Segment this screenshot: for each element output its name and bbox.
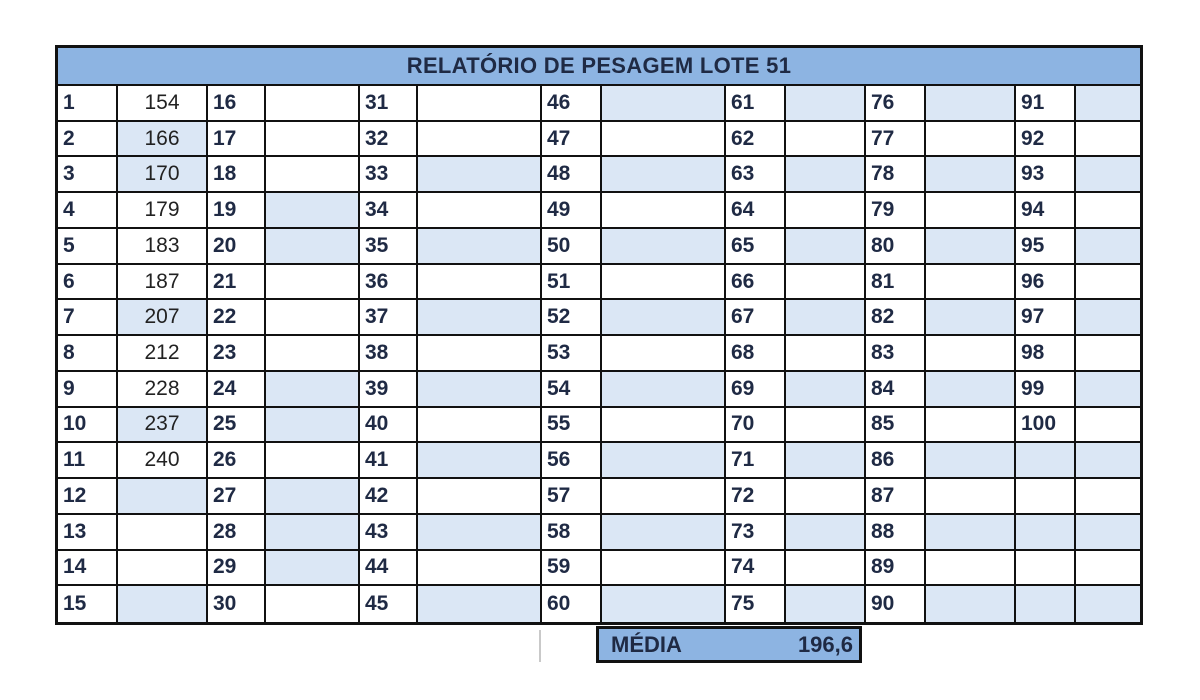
weight-value-cell xyxy=(418,443,542,479)
weight-value-cell: 166 xyxy=(118,122,208,158)
item-number-cell: 36 xyxy=(360,265,418,301)
weight-value-cell xyxy=(118,479,208,515)
weight-value-cell xyxy=(418,336,542,372)
weight-value-cell xyxy=(602,300,726,336)
weight-value-cell xyxy=(1076,336,1140,372)
weight-value-cell xyxy=(926,443,1016,479)
item-number-cell xyxy=(1016,515,1076,551)
item-number-cell: 13 xyxy=(58,515,118,551)
item-number-cell xyxy=(1016,443,1076,479)
weight-value-cell xyxy=(786,551,866,587)
weight-value-cell xyxy=(418,265,542,301)
average-value: 196,6 xyxy=(797,631,853,657)
item-number-cell: 84 xyxy=(866,372,926,408)
item-number-cell: 56 xyxy=(542,443,602,479)
table-row xyxy=(58,408,1140,444)
weight-value-cell xyxy=(926,193,1016,229)
weight-value-cell xyxy=(1076,229,1140,265)
weight-value-cell xyxy=(926,157,1016,193)
weight-value-cell xyxy=(418,479,542,515)
item-number-cell: 5 xyxy=(58,229,118,265)
weight-value-cell xyxy=(786,229,866,265)
item-number-cell: 98 xyxy=(1016,336,1076,372)
item-number-cell: 64 xyxy=(726,193,786,229)
table-row xyxy=(58,443,1140,479)
weight-value-cell xyxy=(266,265,360,301)
item-number-cell: 15 xyxy=(58,586,118,622)
weight-value-cell xyxy=(418,515,542,551)
weight-value-cell: 240 xyxy=(118,443,208,479)
weight-value-cell xyxy=(602,122,726,158)
item-number-cell: 89 xyxy=(866,551,926,587)
item-number-cell: 11 xyxy=(58,443,118,479)
weight-value-cell xyxy=(266,300,360,336)
table-row xyxy=(58,515,1140,551)
item-number-cell: 50 xyxy=(542,229,602,265)
weight-value-cell xyxy=(1076,479,1140,515)
item-number-cell: 60 xyxy=(542,586,602,622)
weight-value-cell xyxy=(926,372,1016,408)
item-number-cell: 95 xyxy=(1016,229,1076,265)
table-row xyxy=(58,336,1140,372)
weight-value-cell xyxy=(418,193,542,229)
item-number-cell: 81 xyxy=(866,265,926,301)
weight-value-cell xyxy=(602,551,726,587)
weight-value-cell xyxy=(602,515,726,551)
item-number-cell: 88 xyxy=(866,515,926,551)
weight-value-cell xyxy=(418,157,542,193)
average-box xyxy=(596,626,862,663)
item-number-cell: 75 xyxy=(726,586,786,622)
weight-value-cell xyxy=(418,86,542,122)
table-row xyxy=(58,229,1140,265)
weight-value-cell xyxy=(418,586,542,622)
item-number-cell: 4 xyxy=(58,193,118,229)
item-number-cell: 10 xyxy=(58,408,118,444)
weight-value-cell xyxy=(602,157,726,193)
weight-value-cell xyxy=(926,300,1016,336)
item-number-cell: 68 xyxy=(726,336,786,372)
item-number-cell xyxy=(1016,551,1076,587)
item-number-cell: 21 xyxy=(208,265,266,301)
weight-value-cell xyxy=(926,229,1016,265)
weight-value-cell: 212 xyxy=(118,336,208,372)
weight-value-cell xyxy=(602,443,726,479)
item-number-cell: 58 xyxy=(542,515,602,551)
weight-value-cell xyxy=(418,372,542,408)
item-number-cell: 92 xyxy=(1016,122,1076,158)
item-number-cell: 72 xyxy=(726,479,786,515)
item-number-cell: 45 xyxy=(360,586,418,622)
item-number-cell: 51 xyxy=(542,265,602,301)
item-number-cell: 44 xyxy=(360,551,418,587)
item-number-cell: 12 xyxy=(58,479,118,515)
item-number-cell: 70 xyxy=(726,408,786,444)
item-number-cell: 85 xyxy=(866,408,926,444)
weight-value-cell xyxy=(266,122,360,158)
weight-value-cell xyxy=(786,443,866,479)
item-number-cell: 91 xyxy=(1016,86,1076,122)
item-number-cell: 48 xyxy=(542,157,602,193)
weight-value-cell xyxy=(118,586,208,622)
weight-value-cell xyxy=(926,586,1016,622)
weight-value-cell xyxy=(1076,265,1140,301)
weight-value-cell xyxy=(602,336,726,372)
item-number-cell: 74 xyxy=(726,551,786,587)
item-number-cell: 55 xyxy=(542,408,602,444)
item-number-cell: 78 xyxy=(866,157,926,193)
item-number-cell: 52 xyxy=(542,300,602,336)
weight-value-cell xyxy=(786,336,866,372)
weight-value-cell xyxy=(1076,193,1140,229)
weight-value-cell xyxy=(602,86,726,122)
weight-value-cell xyxy=(926,265,1016,301)
weight-value-cell xyxy=(786,408,866,444)
item-number-cell: 33 xyxy=(360,157,418,193)
item-number-cell: 76 xyxy=(866,86,926,122)
item-number-cell: 62 xyxy=(726,122,786,158)
weight-value-cell xyxy=(786,86,866,122)
item-number-cell: 61 xyxy=(726,86,786,122)
weight-value-cell xyxy=(266,336,360,372)
item-number-cell: 37 xyxy=(360,300,418,336)
weight-value-cell xyxy=(418,408,542,444)
weight-value-cell xyxy=(118,551,208,587)
item-number-cell: 82 xyxy=(866,300,926,336)
weight-value-cell xyxy=(786,157,866,193)
item-number-cell: 73 xyxy=(726,515,786,551)
weight-value-cell xyxy=(418,229,542,265)
weight-value-cell xyxy=(266,443,360,479)
item-number-cell: 8 xyxy=(58,336,118,372)
item-number-cell: 35 xyxy=(360,229,418,265)
item-number-cell: 20 xyxy=(208,229,266,265)
weight-value-cell xyxy=(1076,122,1140,158)
item-number-cell: 83 xyxy=(866,336,926,372)
weight-value-cell xyxy=(786,372,866,408)
item-number-cell: 46 xyxy=(542,86,602,122)
item-number-cell: 29 xyxy=(208,551,266,587)
item-number-cell: 97 xyxy=(1016,300,1076,336)
weight-value-cell xyxy=(266,479,360,515)
weight-value-cell xyxy=(1076,157,1140,193)
item-number-cell: 3 xyxy=(58,157,118,193)
table-row xyxy=(58,372,1140,408)
weight-value-cell xyxy=(1076,443,1140,479)
weight-value-cell xyxy=(786,515,866,551)
item-number-cell: 40 xyxy=(360,408,418,444)
item-number-cell: 43 xyxy=(360,515,418,551)
weight-value-cell: 187 xyxy=(118,265,208,301)
weight-value-cell xyxy=(266,372,360,408)
weight-value-cell xyxy=(602,372,726,408)
weight-value-cell xyxy=(926,479,1016,515)
weight-value-cell xyxy=(266,193,360,229)
item-number-cell: 30 xyxy=(208,586,266,622)
weight-value-cell xyxy=(786,193,866,229)
item-number-cell: 90 xyxy=(866,586,926,622)
table-row xyxy=(58,586,1140,622)
item-number-cell: 24 xyxy=(208,372,266,408)
item-number-cell: 38 xyxy=(360,336,418,372)
weight-value-cell xyxy=(786,479,866,515)
item-number-cell: 87 xyxy=(866,479,926,515)
weight-value-cell xyxy=(926,336,1016,372)
item-number-cell: 16 xyxy=(208,86,266,122)
weight-value-cell: 183 xyxy=(118,229,208,265)
item-number-cell: 17 xyxy=(208,122,266,158)
item-number-cell: 31 xyxy=(360,86,418,122)
weight-value-cell xyxy=(266,515,360,551)
item-number-cell: 66 xyxy=(726,265,786,301)
item-number-cell: 96 xyxy=(1016,265,1076,301)
item-number-cell: 28 xyxy=(208,515,266,551)
item-number-cell: 27 xyxy=(208,479,266,515)
weight-value-cell: 237 xyxy=(118,408,208,444)
item-number-cell: 86 xyxy=(866,443,926,479)
item-number-cell: 69 xyxy=(726,372,786,408)
item-number-cell: 71 xyxy=(726,443,786,479)
item-number-cell: 63 xyxy=(726,157,786,193)
item-number-cell: 22 xyxy=(208,300,266,336)
weight-value-cell xyxy=(602,408,726,444)
weight-value-cell xyxy=(786,265,866,301)
weight-value-cell xyxy=(1076,586,1140,622)
report-title: RELATÓRIO DE PESAGEM LOTE 51 xyxy=(58,48,1140,86)
weight-value-cell xyxy=(266,551,360,587)
weight-value-cell xyxy=(786,122,866,158)
weights-grid xyxy=(58,86,1140,622)
item-number-cell: 79 xyxy=(866,193,926,229)
weight-value-cell xyxy=(602,586,726,622)
weight-value-cell xyxy=(602,229,726,265)
item-number-cell: 80 xyxy=(866,229,926,265)
item-number-cell: 99 xyxy=(1016,372,1076,408)
item-number-cell: 9 xyxy=(58,372,118,408)
weight-value-cell xyxy=(1076,408,1140,444)
item-number-cell: 14 xyxy=(58,551,118,587)
weight-value-cell xyxy=(786,300,866,336)
weight-value-cell xyxy=(418,122,542,158)
weight-value-cell xyxy=(786,586,866,622)
item-number-cell: 54 xyxy=(542,372,602,408)
weight-value-cell xyxy=(266,229,360,265)
weight-value-cell: 228 xyxy=(118,372,208,408)
item-number-cell: 65 xyxy=(726,229,786,265)
weight-value-cell: 170 xyxy=(118,157,208,193)
weight-value-cell xyxy=(1076,372,1140,408)
item-number-cell: 53 xyxy=(542,336,602,372)
weight-value-cell xyxy=(418,300,542,336)
weight-value-cell xyxy=(926,86,1016,122)
item-number-cell: 6 xyxy=(58,265,118,301)
weight-value-cell xyxy=(926,122,1016,158)
cell-divider xyxy=(539,630,541,662)
table-row xyxy=(58,265,1140,301)
item-number-cell: 26 xyxy=(208,443,266,479)
weight-value-cell xyxy=(602,265,726,301)
item-number-cell: 100 xyxy=(1016,408,1076,444)
weight-value-cell xyxy=(926,551,1016,587)
item-number-cell: 41 xyxy=(360,443,418,479)
item-number-cell: 42 xyxy=(360,479,418,515)
item-number-cell: 94 xyxy=(1016,193,1076,229)
weight-value-cell xyxy=(266,86,360,122)
weight-value-cell: 179 xyxy=(118,193,208,229)
item-number-cell: 2 xyxy=(58,122,118,158)
item-number-cell: 59 xyxy=(542,551,602,587)
item-number-cell: 34 xyxy=(360,193,418,229)
average-label: MÉDIA xyxy=(611,631,682,657)
weight-value-cell xyxy=(1076,551,1140,587)
item-number-cell: 32 xyxy=(360,122,418,158)
item-number-cell: 77 xyxy=(866,122,926,158)
item-number-cell: 49 xyxy=(542,193,602,229)
weight-value-cell xyxy=(266,157,360,193)
item-number-cell xyxy=(1016,479,1076,515)
weight-value-cell xyxy=(1076,515,1140,551)
item-number-cell xyxy=(1016,586,1076,622)
table-row xyxy=(58,86,1140,122)
item-number-cell: 18 xyxy=(208,157,266,193)
weight-value-cell xyxy=(418,551,542,587)
table-row xyxy=(58,551,1140,587)
item-number-cell: 67 xyxy=(726,300,786,336)
weight-value-cell xyxy=(1076,86,1140,122)
item-number-cell: 7 xyxy=(58,300,118,336)
item-number-cell: 57 xyxy=(542,479,602,515)
weight-value-cell xyxy=(926,408,1016,444)
weight-value-cell xyxy=(266,408,360,444)
weight-value-cell xyxy=(602,479,726,515)
weight-value-cell: 207 xyxy=(118,300,208,336)
weighing-report-table xyxy=(55,45,1143,625)
table-row xyxy=(58,193,1140,229)
table-row xyxy=(58,157,1140,193)
table-row xyxy=(58,122,1140,158)
table-row xyxy=(58,479,1140,515)
item-number-cell: 25 xyxy=(208,408,266,444)
weight-value-cell xyxy=(602,193,726,229)
item-number-cell: 47 xyxy=(542,122,602,158)
item-number-cell: 19 xyxy=(208,193,266,229)
item-number-cell: 39 xyxy=(360,372,418,408)
weight-value-cell xyxy=(926,515,1016,551)
item-number-cell: 1 xyxy=(58,86,118,122)
item-number-cell: 23 xyxy=(208,336,266,372)
table-row xyxy=(58,300,1140,336)
weight-value-cell xyxy=(118,515,208,551)
item-number-cell: 93 xyxy=(1016,157,1076,193)
weight-value-cell: 154 xyxy=(118,86,208,122)
weight-value-cell xyxy=(1076,300,1140,336)
weight-value-cell xyxy=(266,586,360,622)
